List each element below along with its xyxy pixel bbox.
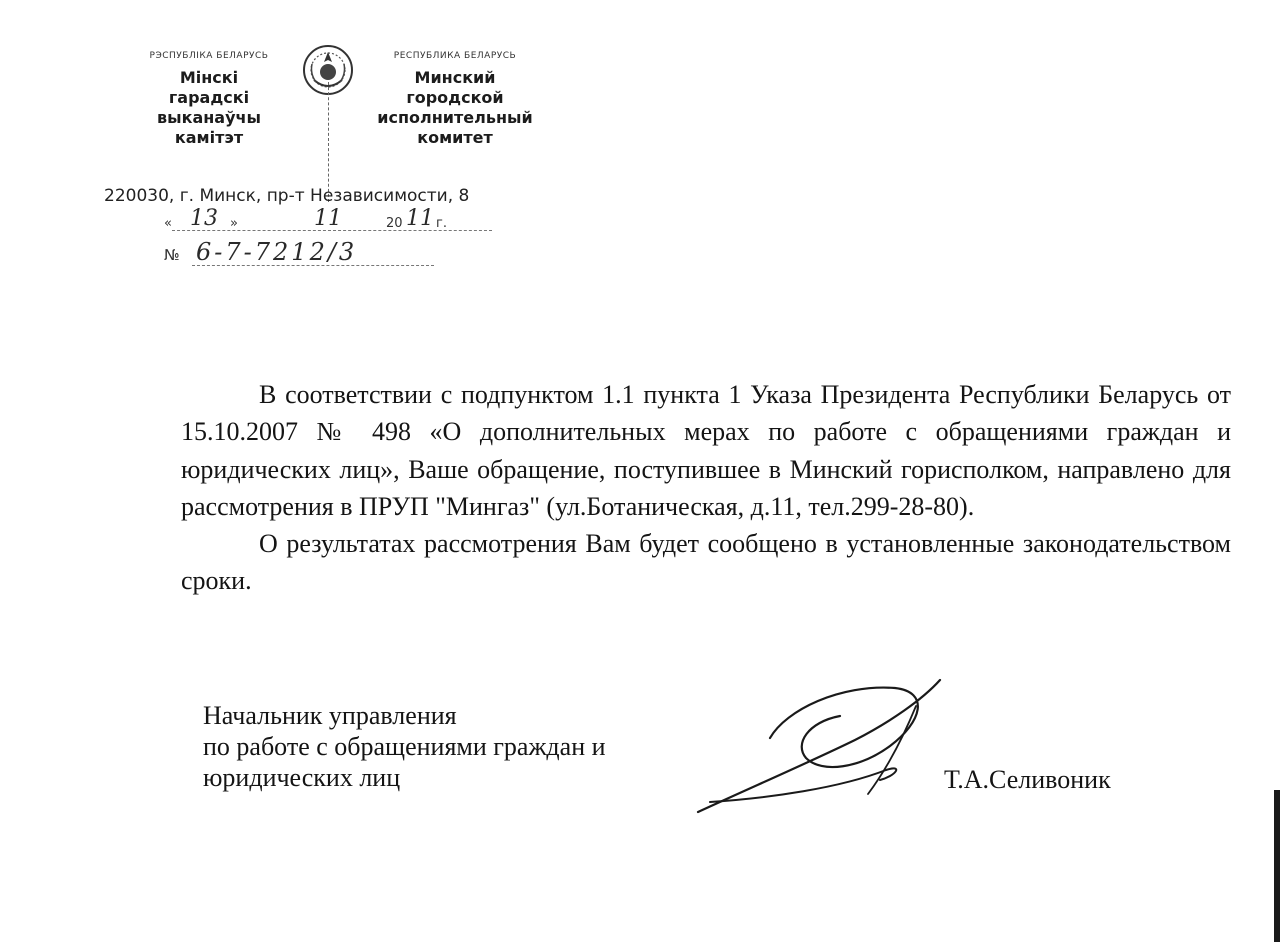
letterhead-belarusian — [114, 50, 304, 148]
letterhead-russian — [350, 50, 560, 148]
body-paragraph: В соответствии с подпунктом 1.1 пункта 1 Указа Президента Республики Беларусь от 15.10.2007 № 498 «О дополнительных мерах по работе с обращениями граждан и юридических лиц», Ваше обращение, поступившее в Минский горисполком, направлено для рассмотрения в ПРУП "Мингаз" (ул.Ботаническая, д.11, тел.299-28-80). — [181, 380, 1231, 521]
date-year-prefix: 20 — [386, 216, 403, 231]
org-name-line: выканаўчы — [157, 108, 261, 127]
letterhead — [100, 42, 580, 282]
handwritten-year: 11 — [406, 206, 434, 231]
org-name-line: Минский — [414, 68, 496, 87]
org-name-line: камітэт — [174, 128, 244, 147]
signer-title-line: юридических лиц — [203, 763, 401, 792]
body-paragraph: О результатах рассмотрения Вам будет сообщено в установленные законодательством сроки. — [181, 529, 1231, 596]
org-name-line: Мінскі — [179, 68, 239, 87]
org-name-line: городской — [406, 88, 504, 107]
signer-title-line: Начальник управления — [203, 701, 457, 730]
date-close-quote: » — [230, 216, 238, 231]
scan-edge-mark — [1274, 790, 1280, 942]
signer-name: Т.А.Селивоник — [944, 765, 1111, 794]
country-name-by: РЭСПУБЛІКА БЕЛАРУСЬ — [149, 51, 269, 61]
date-underline — [172, 230, 492, 231]
letter-body — [181, 376, 1231, 600]
number-underline — [192, 265, 434, 266]
country-name-ru: РЕСПУБЛИКА БЕЛАРУСЬ — [393, 51, 517, 61]
handwritten-signature — [690, 670, 960, 820]
handwritten-month: 11 — [314, 206, 342, 231]
document-date — [164, 206, 504, 238]
org-address: 220030, г. Минск, пр-т Независимости, 8 — [104, 186, 470, 206]
org-name-line: гарадскі — [168, 88, 250, 107]
letterhead-divider — [328, 82, 329, 202]
org-name-line: исполнительный — [377, 108, 533, 127]
handwritten-day: 13 — [190, 206, 218, 231]
signer-title-line: по работе с обращениями граждан и — [203, 732, 606, 761]
date-year-suffix: г. — [436, 216, 447, 231]
date-open-quote: « — [164, 216, 172, 231]
number-prefix: № — [164, 246, 180, 264]
handwritten-number: 6-7-7212/3 — [196, 238, 358, 266]
signer-title — [203, 700, 606, 793]
document-number — [164, 240, 504, 270]
org-name-line: комитет — [417, 128, 493, 147]
